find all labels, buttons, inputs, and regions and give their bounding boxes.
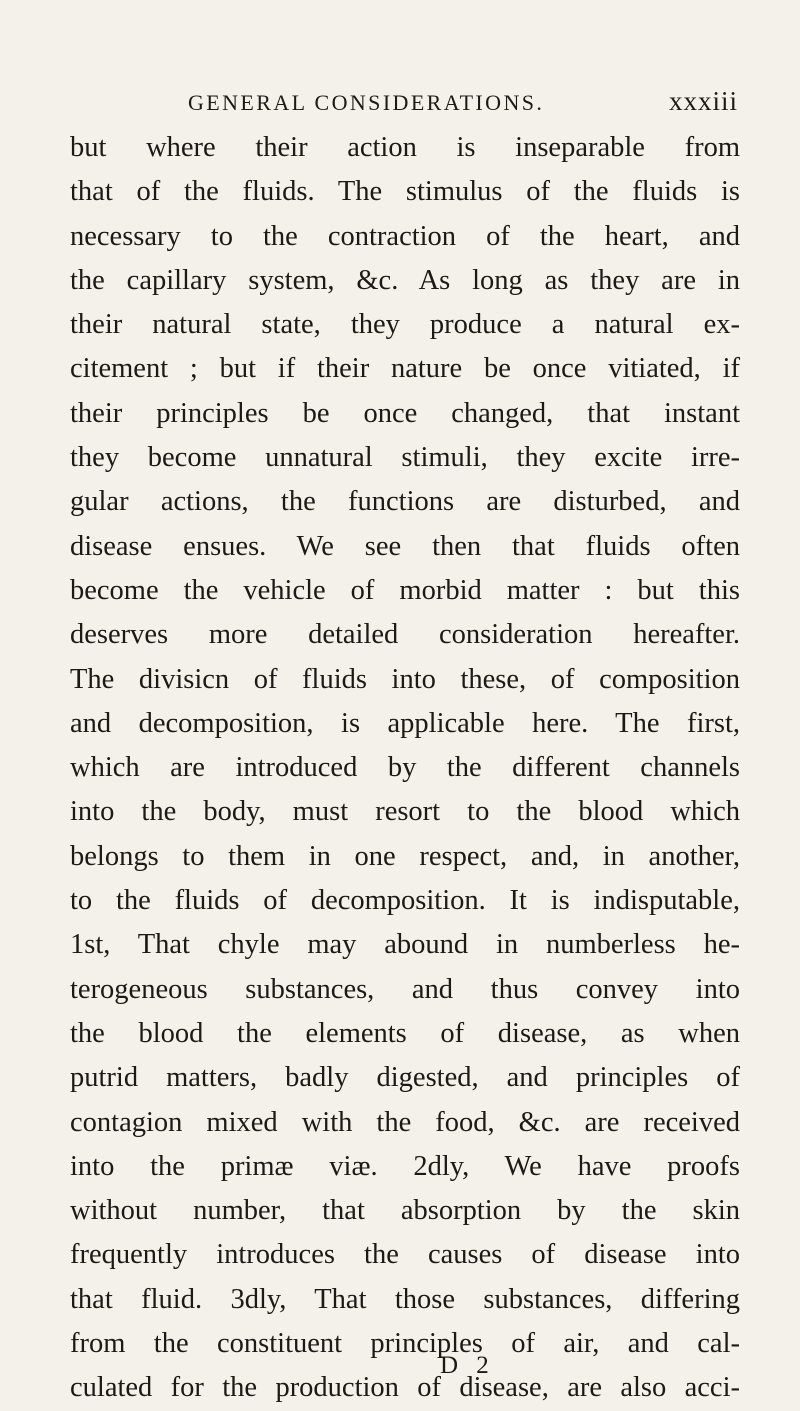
text-line: belongs to them in one respect, and, in another,	[70, 840, 740, 872]
text-line: they become unnatural stimuli, they excite irre-	[70, 442, 740, 474]
text-line: 1st, That chyle may abound in numberless he-	[70, 929, 740, 961]
running-title: GENERAL CONSIDERATIONS.	[188, 90, 545, 115]
text-line: contagion mixed with the food, &c. are received	[70, 1106, 740, 1138]
running-head	[188, 82, 738, 122]
signature-mark: D 2	[440, 1352, 495, 1379]
text-line: deserves more detailed consideration hereafter.	[70, 619, 740, 651]
text-line: terogeneous substances, and thus convey into	[70, 973, 740, 1005]
text-line: from the constituent principles of air, and cal-	[70, 1328, 740, 1360]
body-text	[70, 126, 740, 1411]
text-line: their natural state, they produce a natural ex-	[70, 309, 740, 341]
text-line: frequently introduces the causes of disease into	[70, 1239, 740, 1271]
text-line: The divisicn of fluids into these, of composition	[70, 663, 740, 695]
text-line: the capillary system, &c. As long as they are in	[70, 264, 740, 296]
text-line: and decomposition, is applicable here. The first,	[70, 707, 740, 739]
page-number: xxxiii	[668, 86, 738, 116]
text-line: citement ; but if their nature be once vitiated, if	[70, 353, 740, 385]
text-line: their principles be once changed, that instant	[70, 397, 740, 429]
text-line: which are introduced by the different channels	[70, 752, 740, 784]
text-line: putrid matters, badly digested, and principles of	[70, 1062, 740, 1094]
text-line: to the fluids of decomposition. It is indisputable,	[70, 885, 740, 917]
text-line: that fluid. 3dly, That those substances, differing	[70, 1283, 740, 1315]
text-line: into the primæ viæ. 2dly, We have proofs	[70, 1150, 740, 1182]
text-line: without number, that absorption by the skin	[70, 1195, 740, 1227]
text-line: into the body, must resort to the blood which	[70, 796, 740, 828]
text-line: disease ensues. We see then that fluids often	[70, 530, 740, 562]
text-line: that of the fluids. The stimulus of the fluids is	[70, 176, 740, 208]
text-line: culated for the production of disease, are also acci-	[70, 1372, 740, 1404]
text-line: the blood the elements of disease, as when	[70, 1017, 740, 1049]
text-line: necessary to the contraction of the heart, and	[70, 220, 740, 252]
text-line: become the vehicle of morbid matter : but this	[70, 574, 740, 606]
text-line: but where their action is inseparable from	[70, 132, 740, 163]
text-line: gular actions, the functions are disturbed, and	[70, 486, 740, 518]
